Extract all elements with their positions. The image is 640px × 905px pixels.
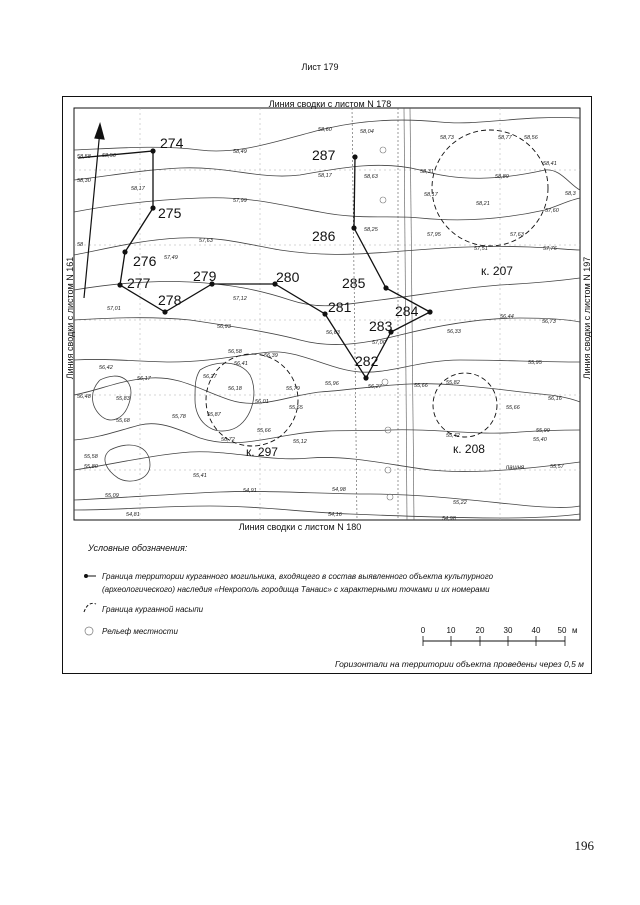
elevation-mark: 57,63 xyxy=(199,238,213,244)
elevation-mark: 57,63 xyxy=(510,232,524,238)
point-label: 274 xyxy=(160,135,184,151)
elevation-mark: 57,00 xyxy=(372,340,386,346)
elevation-mark: 55,22 xyxy=(453,500,467,506)
elevation-mark: 54,81 xyxy=(126,512,140,518)
edge-label-right: Линия сводки с листом N 197 xyxy=(582,256,592,380)
scale-tick: 20 xyxy=(475,626,485,635)
elevation-mark: 55,79 xyxy=(286,386,300,392)
point-label: 278 xyxy=(158,292,182,308)
point-label: 284 xyxy=(395,303,419,319)
elevation-mark: 58,17 xyxy=(131,186,145,192)
elevation-mark: 55,99 xyxy=(536,428,550,434)
elevation-mark: 58,77 xyxy=(498,135,512,141)
elevation-mark: 56,18 xyxy=(228,386,242,392)
scale-tick: 0 xyxy=(420,626,426,635)
edge-label-bottom: Линия сводки с листом N 180 xyxy=(238,522,362,532)
elevation-mark: 55,40 xyxy=(533,437,547,443)
elevation-mark: 55,68 xyxy=(116,418,130,424)
elevation-mark: 55,78 xyxy=(172,414,186,420)
elevation-mark: 56,33 xyxy=(447,329,461,335)
kurgan-label: к. 208 xyxy=(453,442,485,456)
point-label: 285 xyxy=(342,275,366,291)
elevation-mark: 58,60 xyxy=(318,127,332,133)
elevation-mark: 56,41 xyxy=(234,361,248,367)
field-label: пашня xyxy=(506,465,525,471)
point-label: 276 xyxy=(133,253,157,269)
elevation-mark: 55,87 xyxy=(207,412,221,418)
elevation-mark: 58,30 xyxy=(77,178,91,184)
elevation-mark: 54,98 xyxy=(442,516,456,522)
kurgan-label: к. 297 xyxy=(246,445,278,459)
point-label: 279 xyxy=(193,268,217,284)
elevation-mark: 58,89 xyxy=(495,174,509,180)
point-label: 286 xyxy=(312,228,336,244)
elevation-mark: 57,12 xyxy=(233,296,247,302)
elevation-mark: 56,01 xyxy=(255,399,269,405)
elevation-mark: 58,21 xyxy=(476,201,490,207)
elevation-mark: 58,56 xyxy=(524,135,538,141)
page-number: 196 xyxy=(574,838,594,853)
scale-tick: 30 xyxy=(503,626,513,635)
point-label: 287 xyxy=(312,147,336,163)
scale-tick: 40 xyxy=(531,626,541,635)
elevation-mark: 57,51 xyxy=(474,246,488,252)
elevation-mark: 58,41 xyxy=(543,161,557,167)
elevation-mark: 55,65 xyxy=(289,405,303,411)
legend-relief: Рельеф местности xyxy=(102,627,178,636)
elevation-mark: 56,93 xyxy=(217,324,231,330)
legend xyxy=(84,543,494,636)
point-label: 277 xyxy=(127,275,151,291)
elevation-mark: 55,66 xyxy=(414,383,428,389)
scale-unit: м xyxy=(572,626,578,635)
elevation-mark: 55,42 xyxy=(446,433,460,439)
elevation-mark: 57,99 xyxy=(233,198,247,204)
boundary-point-symbol xyxy=(84,574,88,578)
elevation-mark: 58,63 xyxy=(364,174,378,180)
elevation-mark: 55,66 xyxy=(506,405,520,411)
elevation-mark: 56,39 xyxy=(264,353,278,359)
elevation-mark: 54,16 xyxy=(328,512,342,518)
elevation-mark: 58,73 xyxy=(440,135,454,141)
sheet-title: Лист 179 xyxy=(301,62,339,72)
elevation-mark: 56,42 xyxy=(99,365,113,371)
scale-tick: 10 xyxy=(446,626,456,635)
elevation-mark: 55,95 xyxy=(528,360,542,366)
edge-label-top: Линия сводки с листом N 178 xyxy=(268,99,392,109)
relief-symbol xyxy=(85,627,93,635)
elevation-mark: 55,96 xyxy=(325,381,339,387)
elevation-mark: 56,48 xyxy=(77,394,91,400)
elevation-mark: 56,17 xyxy=(137,376,151,382)
elevation-mark: 55,83 xyxy=(116,396,130,402)
elevation-mark: 55,57 xyxy=(550,464,564,470)
elevation-mark: 58,56 xyxy=(102,153,116,159)
contour-note: Горизонтали на территории объекта проведены через 0,5 м xyxy=(334,659,584,669)
elevation-mark: 55,09 xyxy=(105,493,119,499)
legend-title: Условные обозначения: xyxy=(88,543,188,553)
elevation-mark: 54,91 xyxy=(243,488,257,494)
elevation-mark: 57,60 xyxy=(545,208,559,214)
scale-bar xyxy=(421,626,578,646)
point-label: 280 xyxy=(276,269,300,285)
kurgan-label: к. 207 xyxy=(481,264,513,278)
elevation-mark: 56,27 xyxy=(368,384,382,390)
elevation-mark: 58,17 xyxy=(424,192,438,198)
elevation-mark: 58,58 xyxy=(77,154,91,160)
elevation-mark: 57,95 xyxy=(427,232,441,238)
elevation-mark: 58,17 xyxy=(318,173,332,179)
elevation-mark: 55,41 xyxy=(193,473,207,479)
legend-boundary-line1: Граница территории курганного могильника, входящего в состав выявленного объекта культурного xyxy=(102,572,494,581)
elevation-mark: 56,63 xyxy=(326,330,340,336)
elevation-mark: 57,01 xyxy=(107,306,121,312)
elevation-mark: 56,16 xyxy=(548,396,562,402)
elevation-mark: 56,72 xyxy=(221,437,235,443)
point-label: 275 xyxy=(158,205,182,221)
elevation-mark: 57,49 xyxy=(164,255,178,261)
elevation-mark: 58 xyxy=(77,242,84,248)
elevation-mark: 56,58 xyxy=(228,349,242,355)
elevation-mark: 58,31 xyxy=(420,169,434,175)
scale-tick: 50 xyxy=(557,626,567,635)
elevation-mark: 56,44 xyxy=(500,314,514,320)
elevation-mark: 58,25 xyxy=(364,227,378,233)
north-arrow-icon xyxy=(84,124,104,298)
elevation-mark: 55,82 xyxy=(446,380,460,386)
point-label: 281 xyxy=(328,299,352,315)
elevation-mark: 55,66 xyxy=(257,428,271,434)
elevation-mark: 54,98 xyxy=(332,487,346,493)
elevation-mark: 56,27 xyxy=(203,374,217,380)
legend-mound: Граница курганной насыпи xyxy=(102,605,204,614)
elevation-mark: 57,76 xyxy=(543,246,557,252)
elevation-mark: 55,80 xyxy=(84,464,98,470)
elevation-mark: 58,04 xyxy=(360,129,374,135)
elevation-mark: 55,58 xyxy=(84,454,98,460)
elevation-mark: 56,73 xyxy=(542,319,556,325)
mound-symbol xyxy=(84,603,96,612)
legend-boundary-line2: (археологического) наследия «Некрополь городища Танаис» с характерными точками и их номерами xyxy=(102,585,490,594)
elevation-mark: 58,49 xyxy=(233,149,247,155)
elevation-mark: 58,3 xyxy=(565,191,576,197)
elevation-mark: 55,12 xyxy=(293,439,307,445)
edge-label-left: Линия сводки с листом N 161 xyxy=(65,256,75,380)
point-label: 283 xyxy=(369,318,393,334)
point-label: 282 xyxy=(355,353,379,369)
